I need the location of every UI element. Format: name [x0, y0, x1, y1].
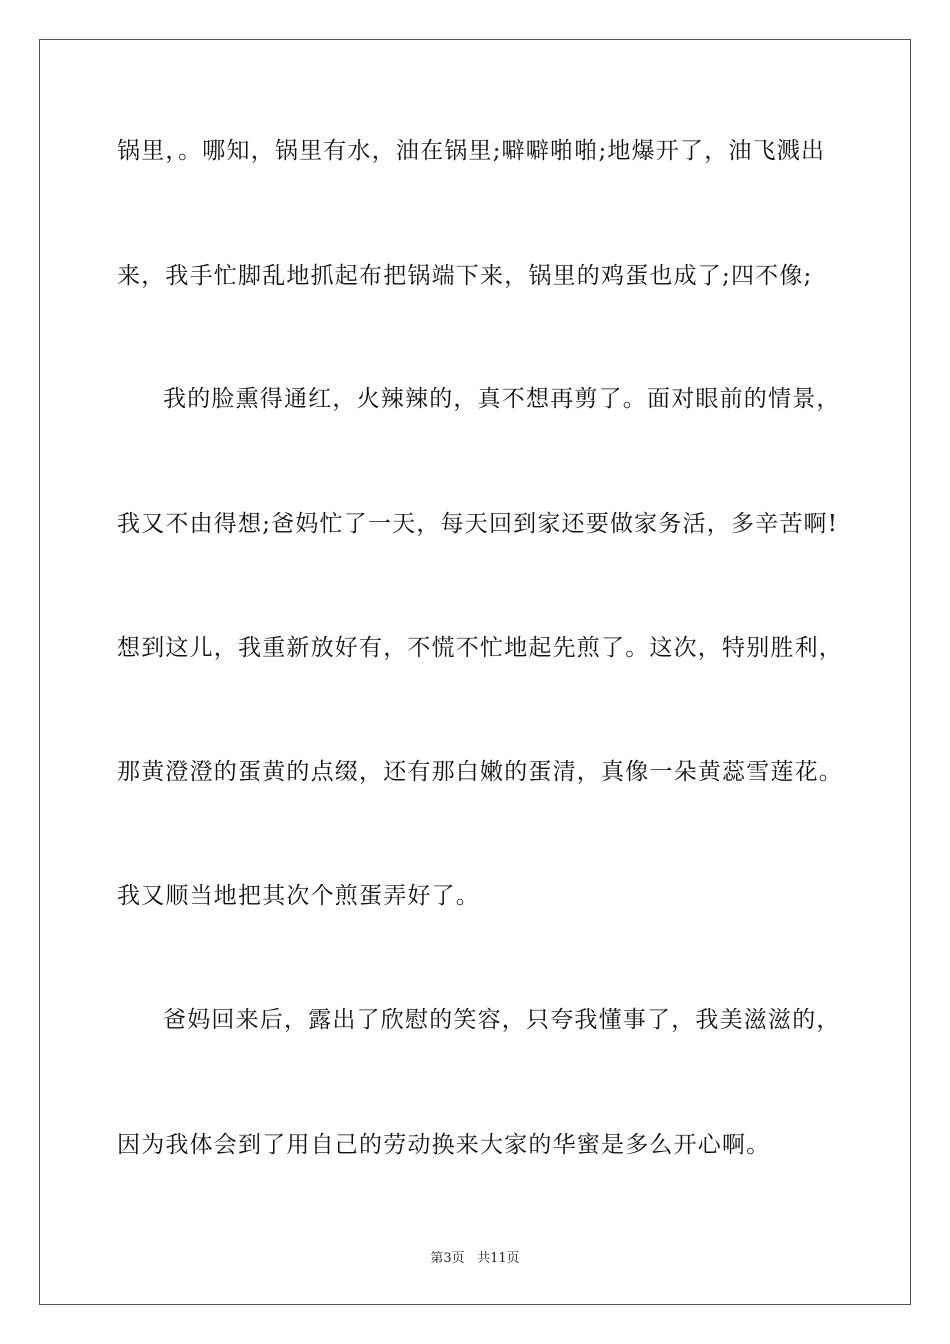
page-total: 共11页 — [477, 1251, 520, 1266]
text-line-3: 我的脸熏得通红，火辣辣的，真不想再剪了。面对眼前的情景， — [163, 386, 841, 412]
text-line-5: 想到这儿，我重新放好有，不慌不忙地起先煎了。这次，特别胜利， — [117, 635, 843, 661]
text-line-6: 那黄澄澄的蛋黄的点缀，还有那白嫩的蛋清，真像一朵黄蕊雪莲花。 — [117, 759, 843, 785]
text-line-1: 锅里，。哪知，锅里有水，油在锅里;噼噼啪啪;地爆开了，油飞溅出 — [117, 138, 826, 164]
text-line-4: 我又不由得想;爸妈忙了一天，每天回到家还要做家务活，多辛苦啊! — [117, 511, 839, 537]
page-footer — [0, 1247, 950, 1266]
page-number: 第3页 — [430, 1251, 465, 1266]
text-line-2: 来，我手忙脚乱地抓起布把锅端下来，锅里的鸡蛋也成了;四不像; — [117, 263, 813, 289]
text-line-9: 因为我体会到了用自己的劳动换来大家的华蜜是多么开心啊。 — [117, 1132, 771, 1158]
text-line-8: 爸妈回来后，露出了欣慰的笑容，只夸我懂事了，我美滋滋的， — [163, 1007, 841, 1033]
text-line-7: 我又顺当地把其次个煎蛋弄好了。 — [117, 883, 480, 909]
page-border — [39, 39, 911, 1305]
